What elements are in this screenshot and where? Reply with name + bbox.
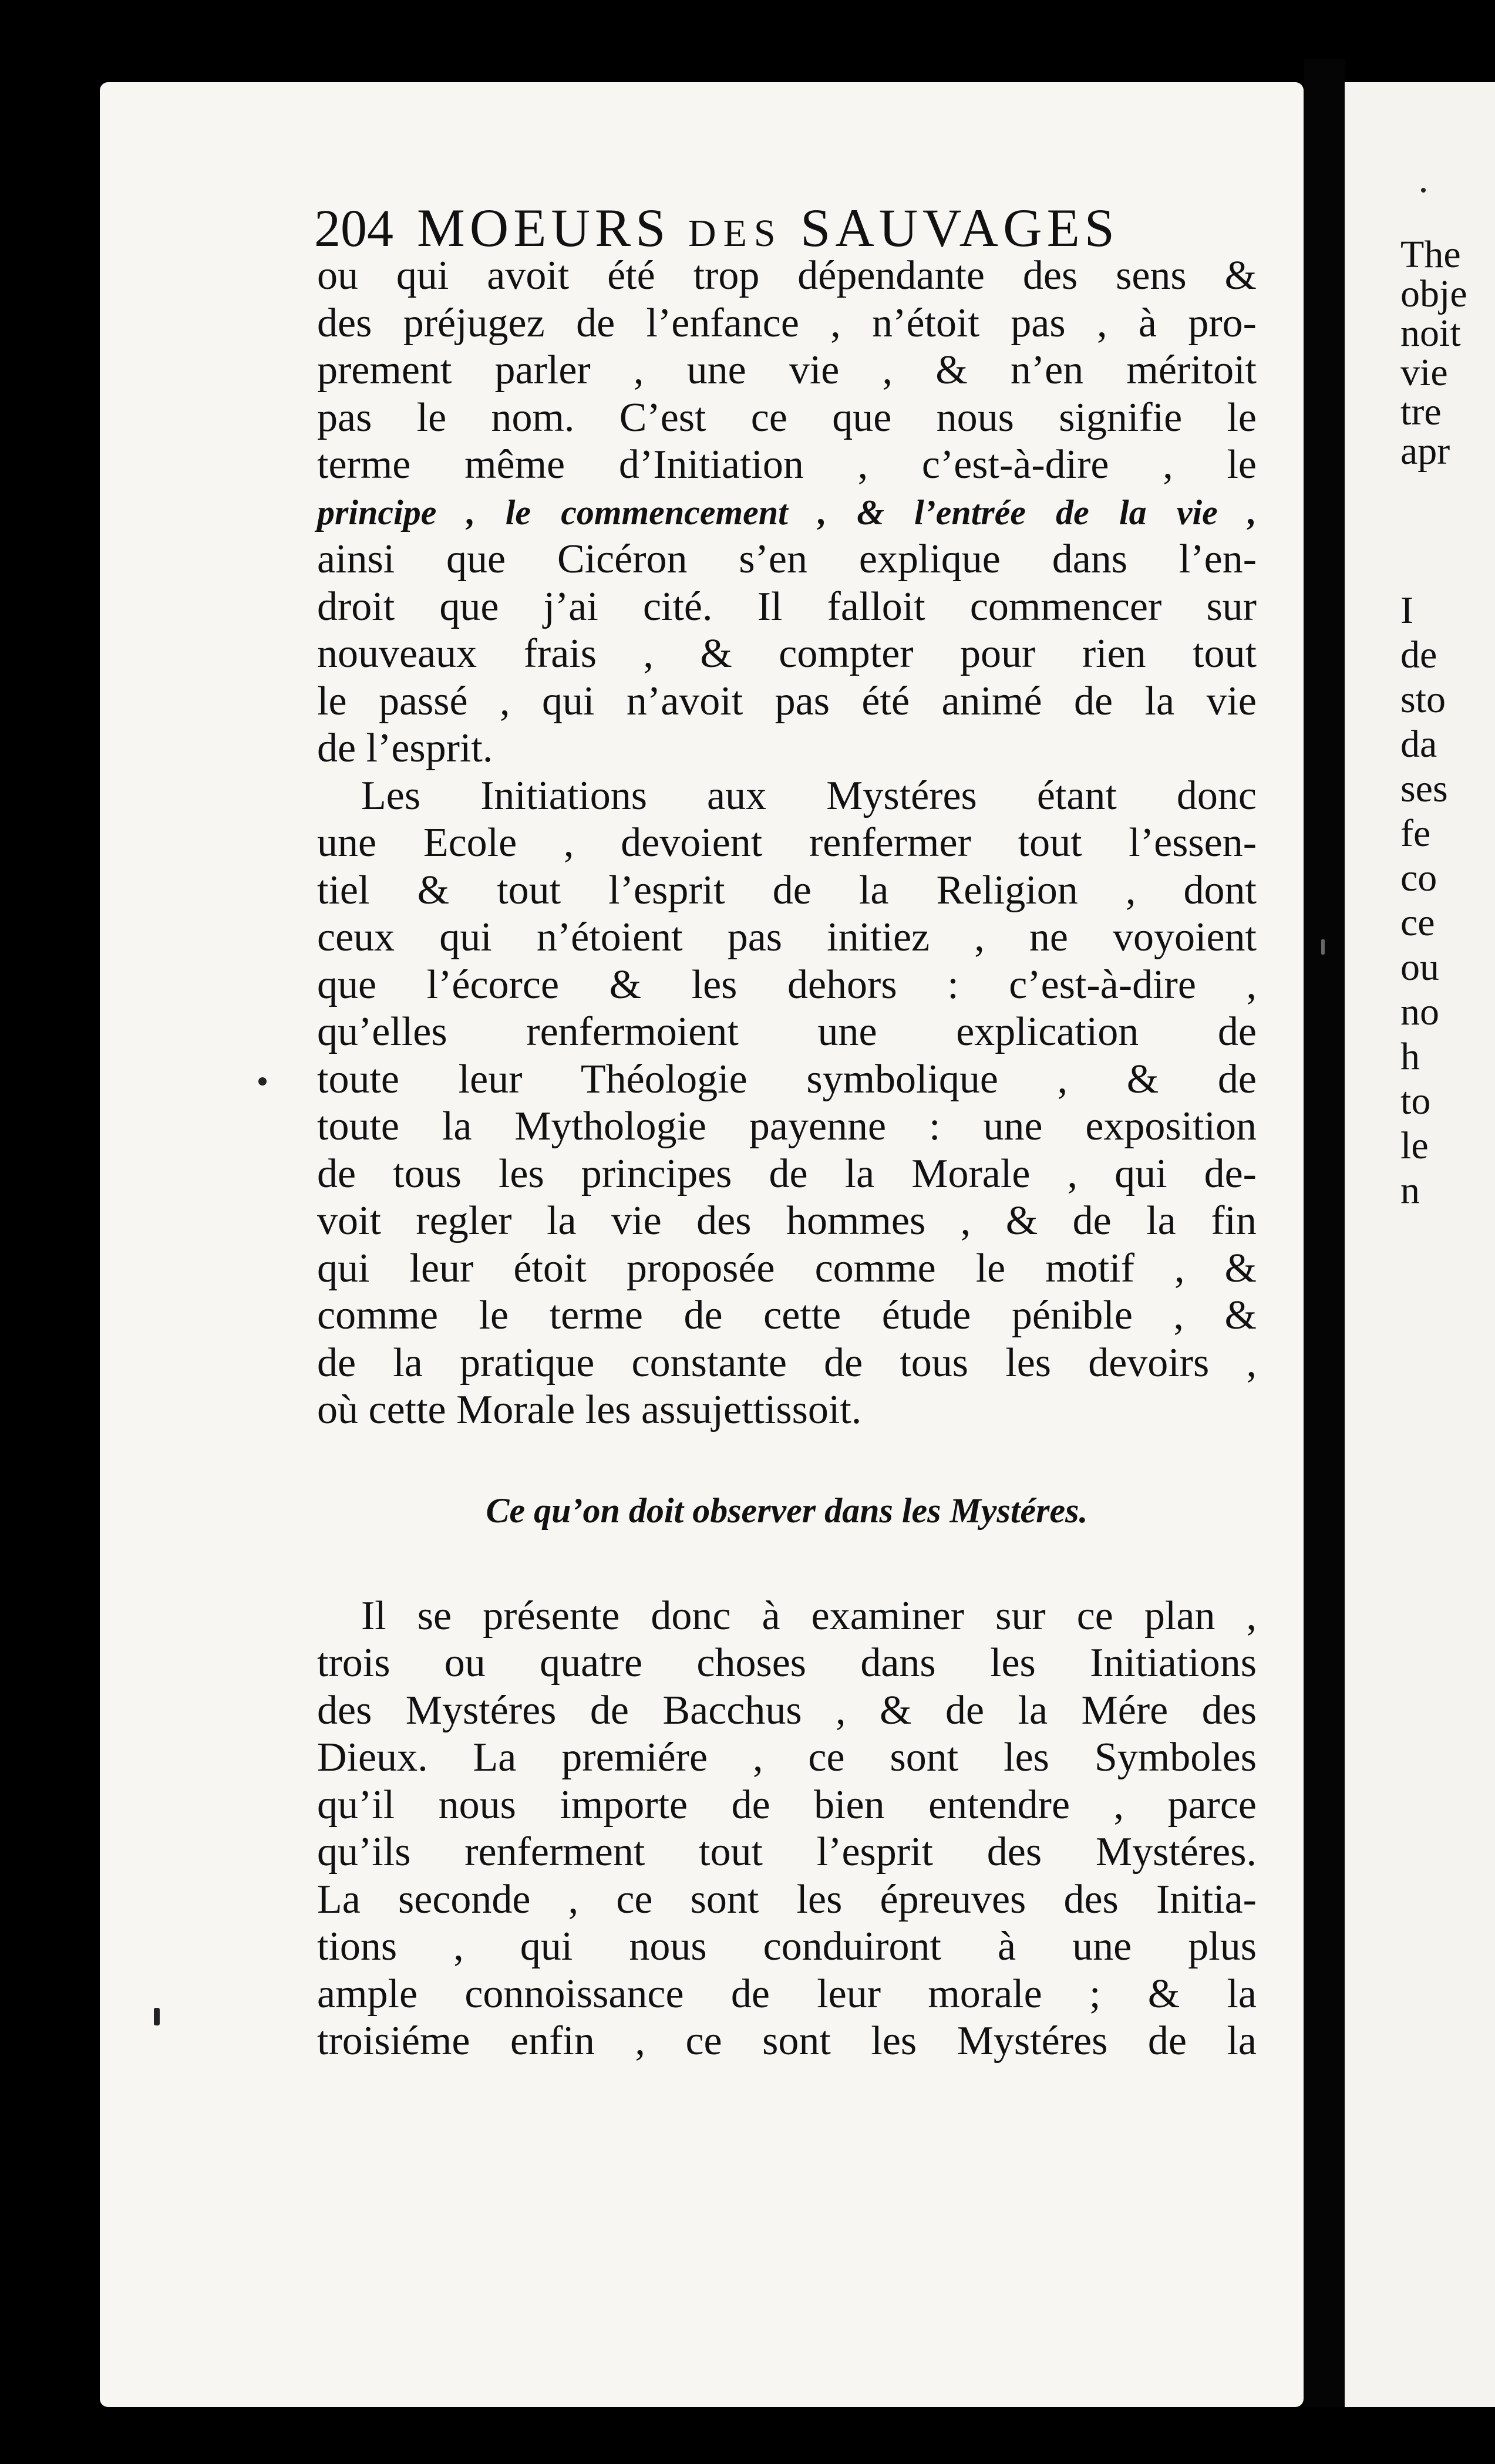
facing-line: sto <box>1400 678 1446 721</box>
ink-speck <box>1421 188 1426 193</box>
facing-line: I <box>1400 589 1413 632</box>
page-gutter <box>1304 59 1345 2407</box>
facing-line: vie <box>1400 351 1448 394</box>
text-line: pas le nom. C’est ce que nous signifie le <box>317 395 1257 440</box>
text-line: ou qui avoit été trop dépendante des sens & <box>317 253 1257 298</box>
text-line: ample connoissance de leur morale ; & la <box>317 1971 1257 2017</box>
text-line: ainsi que Cicéron s’en explique dans l’en- <box>317 537 1257 582</box>
ink-speck <box>1321 939 1325 955</box>
spacer <box>317 1534 1257 1593</box>
text-line: tions , qui nous conduiront à une plus <box>317 1924 1257 1969</box>
section-subheading: Ce qu’on doit observer dans les Mystéres. <box>486 1491 1088 1530</box>
text-line: qui leur étoit proposée comme le motif , & <box>317 1245 1257 1291</box>
text-line: ceux qui n’étoient pas initiez , ne voyoient <box>317 915 1257 960</box>
text-line: voit regler la vie des hommes , & de la fin <box>317 1198 1257 1243</box>
text-line: qu’il nous importe de bien entendre , parce <box>317 1782 1257 1828</box>
text-line: que l’écorce & les dehors : c’est-à-dire , <box>317 962 1257 1007</box>
text-line: de la pratique constante de tous les devoirs , <box>317 1340 1257 1386</box>
facing-line: le <box>1400 1124 1429 1167</box>
text-line: toute leur Théologie symbolique , & de <box>317 1056 1257 1102</box>
spacer <box>317 1434 1257 1487</box>
running-head <box>314 197 1119 259</box>
facing-line: n <box>1400 1169 1420 1212</box>
facing-line: ce <box>1400 901 1435 944</box>
facing-page-text <box>1400 235 1495 1213</box>
facing-line: h <box>1400 1035 1420 1078</box>
facing-line: da <box>1400 723 1437 766</box>
facing-line: The <box>1400 235 1461 276</box>
facing-line: obje <box>1400 272 1467 315</box>
text-line: Il se présente donc à examiner sur ce plan , <box>361 1593 1257 1639</box>
text-line: Dieux. La premiére , ce sont les Symboles <box>317 1735 1257 1780</box>
text-line: qu’ils renferment tout l’esprit des Mystéres. <box>317 1829 1257 1875</box>
text-line: La seconde , ce sont les épreuves des Initia- <box>317 1876 1257 1922</box>
text-line: toute la Mythologie payenne : une exposition <box>317 1104 1257 1149</box>
text-line: qu’elles renfermoient une explication de <box>317 1009 1257 1054</box>
text-line: des préjugez de l’enfance , n’étoit pas , à pro- <box>317 300 1257 346</box>
text-line: troisiéme enfin , ce sont les Mystéres de la <box>317 2018 1257 2064</box>
spacer <box>1400 471 1495 588</box>
page-number: 204 <box>314 200 393 258</box>
text-line: trois ou quatre choses dans les Initiations <box>317 1640 1257 1686</box>
running-head-word-3: SAUVAGES <box>800 198 1119 258</box>
page-body <box>317 252 1257 2065</box>
running-head-word-1: MOEURS <box>417 198 671 258</box>
text-line: où cette Morale les assujettissoit. <box>317 1387 862 1432</box>
facing-line: tre <box>1400 390 1442 433</box>
text-line: une Ecole , devoient renfermer tout l’essen- <box>317 820 1257 865</box>
text-line: terme même d’Initiation , c’est-à-dire , le <box>317 442 1257 487</box>
text-line: Les Initiations aux Mystéres étant donc <box>361 773 1257 818</box>
facing-line: apr <box>1400 430 1450 473</box>
text-line: comme le terme de cette étude pénible , & <box>317 1293 1257 1338</box>
facing-line: co <box>1400 857 1437 899</box>
ink-speck <box>154 2008 160 2025</box>
facing-line: fe <box>1400 812 1431 855</box>
text-line: nouveaux frais , & compter pour rien tout <box>317 631 1257 676</box>
text-line: tiel & tout l’esprit de la Religion , dont <box>317 867 1257 913</box>
facing-line: de <box>1400 633 1437 676</box>
text-line: de l’esprit. <box>317 726 493 771</box>
facing-line: no <box>1400 990 1439 1033</box>
text-line: principe , le commencement , & l’entrée de la vie , <box>317 493 1257 532</box>
facing-line: to <box>1400 1080 1431 1123</box>
facing-line: ses <box>1400 767 1448 810</box>
text-line: le passé , qui n’avoit pas été animé de la vie <box>317 678 1257 724</box>
text-line: de tous les principes de la Morale , qui de- <box>317 1151 1257 1196</box>
ink-speck <box>258 1077 267 1086</box>
facing-line: ou <box>1400 946 1439 989</box>
running-head-word-2: DES <box>688 212 783 255</box>
text-line: des Mystéres de Bacchus , & de la Mére des <box>317 1687 1257 1733</box>
facing-line: noit <box>1400 312 1461 355</box>
text-line: droit que j’ai cité. Il falloit commencer sur <box>317 584 1257 629</box>
text-line: prement parler , une vie , & n’en méritoit <box>317 348 1257 393</box>
